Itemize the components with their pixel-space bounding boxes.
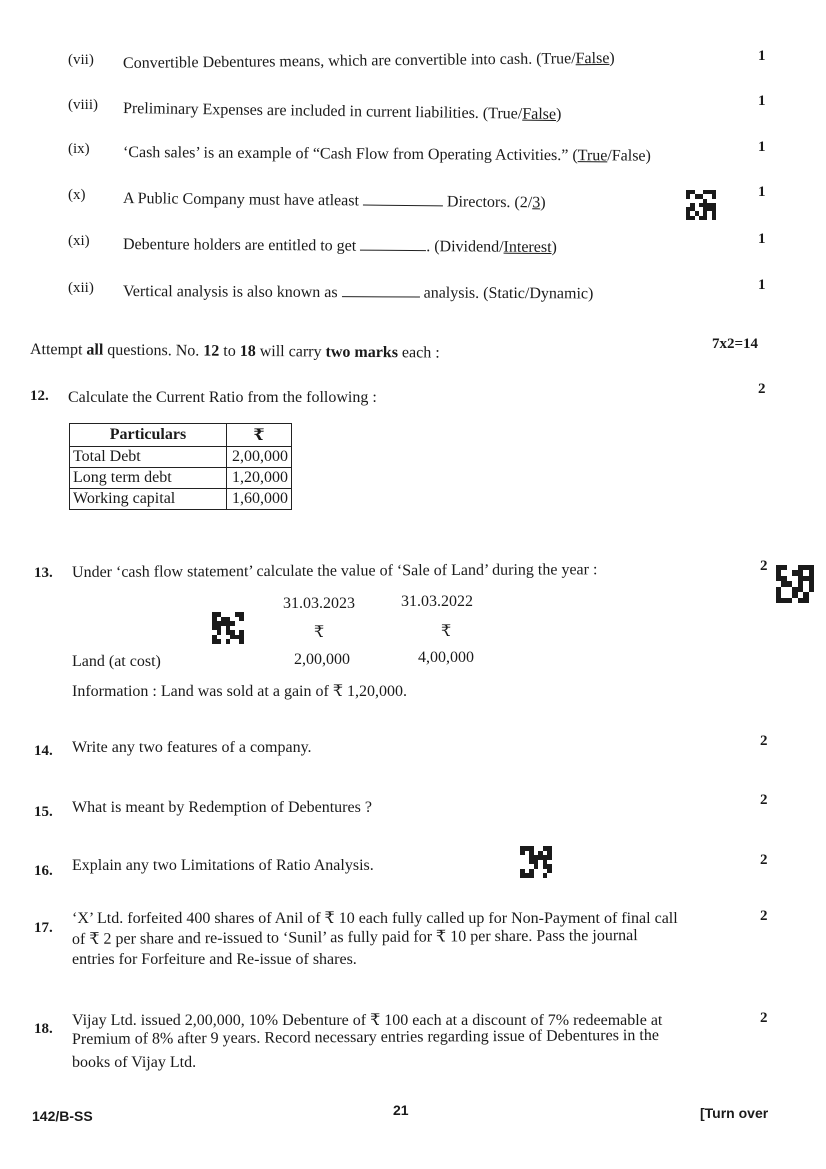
option-false: False [575, 49, 610, 68]
table-row: Working capital 1,60,000 [70, 489, 292, 510]
question-number: (vii) [68, 52, 94, 68]
qr-code-icon [520, 846, 552, 878]
column-date-2022: 31.03.2022 [401, 593, 473, 610]
currency-symbol: ₹ [441, 623, 452, 640]
question-mark: 2 [760, 1010, 768, 1026]
question-text-line: entries for Forfeiture and Re-issue of shares. [72, 951, 357, 968]
question-number: (xi) [68, 233, 90, 249]
question-text: Write any two features of a company. [72, 739, 312, 756]
question-number: 17. [34, 920, 53, 936]
question-number: 18. [34, 1021, 53, 1037]
qr-code-icon [212, 612, 244, 644]
question-text: Debenture holders are entitled to get [122, 236, 357, 255]
table-header: Particulars [70, 424, 227, 447]
question-text-line: books of Vijay Ltd. [72, 1054, 197, 1071]
question-text-line: ‘X’ Ltd. forfeited 400 shares of Anil of ₹ 10 each fully called up for Non-Payment of final call [72, 910, 678, 927]
question-mark: 1 [758, 184, 766, 200]
column-date-2023: 31.03.2023 [283, 595, 355, 612]
answer-blank [342, 295, 420, 297]
question-number: 15. [34, 804, 53, 820]
question-number: (viii) [68, 97, 98, 113]
land-value-2022: 4,00,000 [418, 649, 474, 666]
question-text: Convertible Debentures means, which are convertible into cash. [122, 50, 533, 72]
question-mark: 2 [758, 381, 766, 397]
qr-code-icon [776, 565, 814, 603]
currency-symbol: ₹ [314, 624, 325, 641]
question-number: (x) [68, 187, 86, 203]
question-text: Vertical analysis is also known as [122, 283, 338, 302]
land-value-2023: 2,00,000 [294, 651, 350, 668]
question-number: 12. [30, 388, 49, 404]
table-row: Long term debt 1,20,000 [70, 468, 292, 489]
question-number: (ix) [68, 141, 90, 157]
option-true: True [541, 50, 572, 68]
option-false: False [522, 105, 557, 124]
question-text: Calculate the Current Ratio from the following : [68, 389, 377, 406]
question-mark: 1 [758, 277, 766, 293]
question-mark: 2 [760, 792, 768, 808]
question-text: Preliminary Expenses are included in current liabilities. (True/ [122, 100, 523, 123]
question-text: ‘Cash sales’ is an example of “Cash Flow from Operating Activities.” [122, 144, 569, 165]
current-ratio-table [69, 423, 292, 510]
question-text-line: Vijay Ltd. issued 2,00,000, 10% Debenture of ₹ 100 each at a discount of 7% redeemable at [72, 1012, 663, 1029]
answer-blank [360, 249, 426, 251]
question-mark: 2 [760, 908, 768, 924]
section-marks: 7x2=14 [712, 336, 759, 352]
qr-code-icon [686, 190, 716, 220]
answer-blank [363, 204, 443, 207]
question-info: Information : Land was sold at a gain of ₹ 1,20,000. [72, 683, 407, 700]
question-mark: 1 [758, 231, 766, 247]
table-header: ₹ [227, 424, 292, 447]
question-mark: 1 [758, 93, 766, 109]
question-number: (xii) [68, 280, 94, 296]
question-mark: 2 [760, 852, 768, 868]
question-text: Under ‘cash flow statement’ calculate the value of ‘Sale of Land’ during the year : [71, 561, 598, 581]
question-text: Explain any two Limitations of Ratio Analysis. [72, 857, 374, 874]
table-row: Total Debt 2,00,000 [70, 447, 292, 468]
question-text-line: of ₹ 2 per share and re-issued to ‘Sunil’ as fully paid for ₹ 10 per share. Pass the journal [71, 927, 638, 948]
turn-over-note: [Turn over [700, 1105, 769, 1121]
question-text: A Public Company must have atleast [122, 190, 360, 210]
question-mark: 2 [760, 733, 768, 749]
question-number: 16. [34, 863, 53, 879]
question-text: What is meant by Redemption of Debentures ? [72, 799, 372, 816]
question-mark: 1 [758, 139, 766, 155]
page-number: 21 [393, 1102, 409, 1118]
option-answer: 3 [532, 194, 541, 212]
question-mark: 1 [758, 48, 766, 64]
question-number: 14. [34, 743, 53, 759]
question-number: 13. [34, 565, 53, 581]
option-answer: Interest [503, 238, 552, 256]
option-true: True [577, 147, 608, 165]
question-text-line: Premium of 8% after 9 years. Record necessary entries regarding issue of Debentures in the [71, 1026, 659, 1048]
question-mark: 2 [760, 558, 768, 574]
row-label: Land (at cost) [72, 653, 161, 670]
paper-code: 142/B-SS [32, 1108, 93, 1124]
